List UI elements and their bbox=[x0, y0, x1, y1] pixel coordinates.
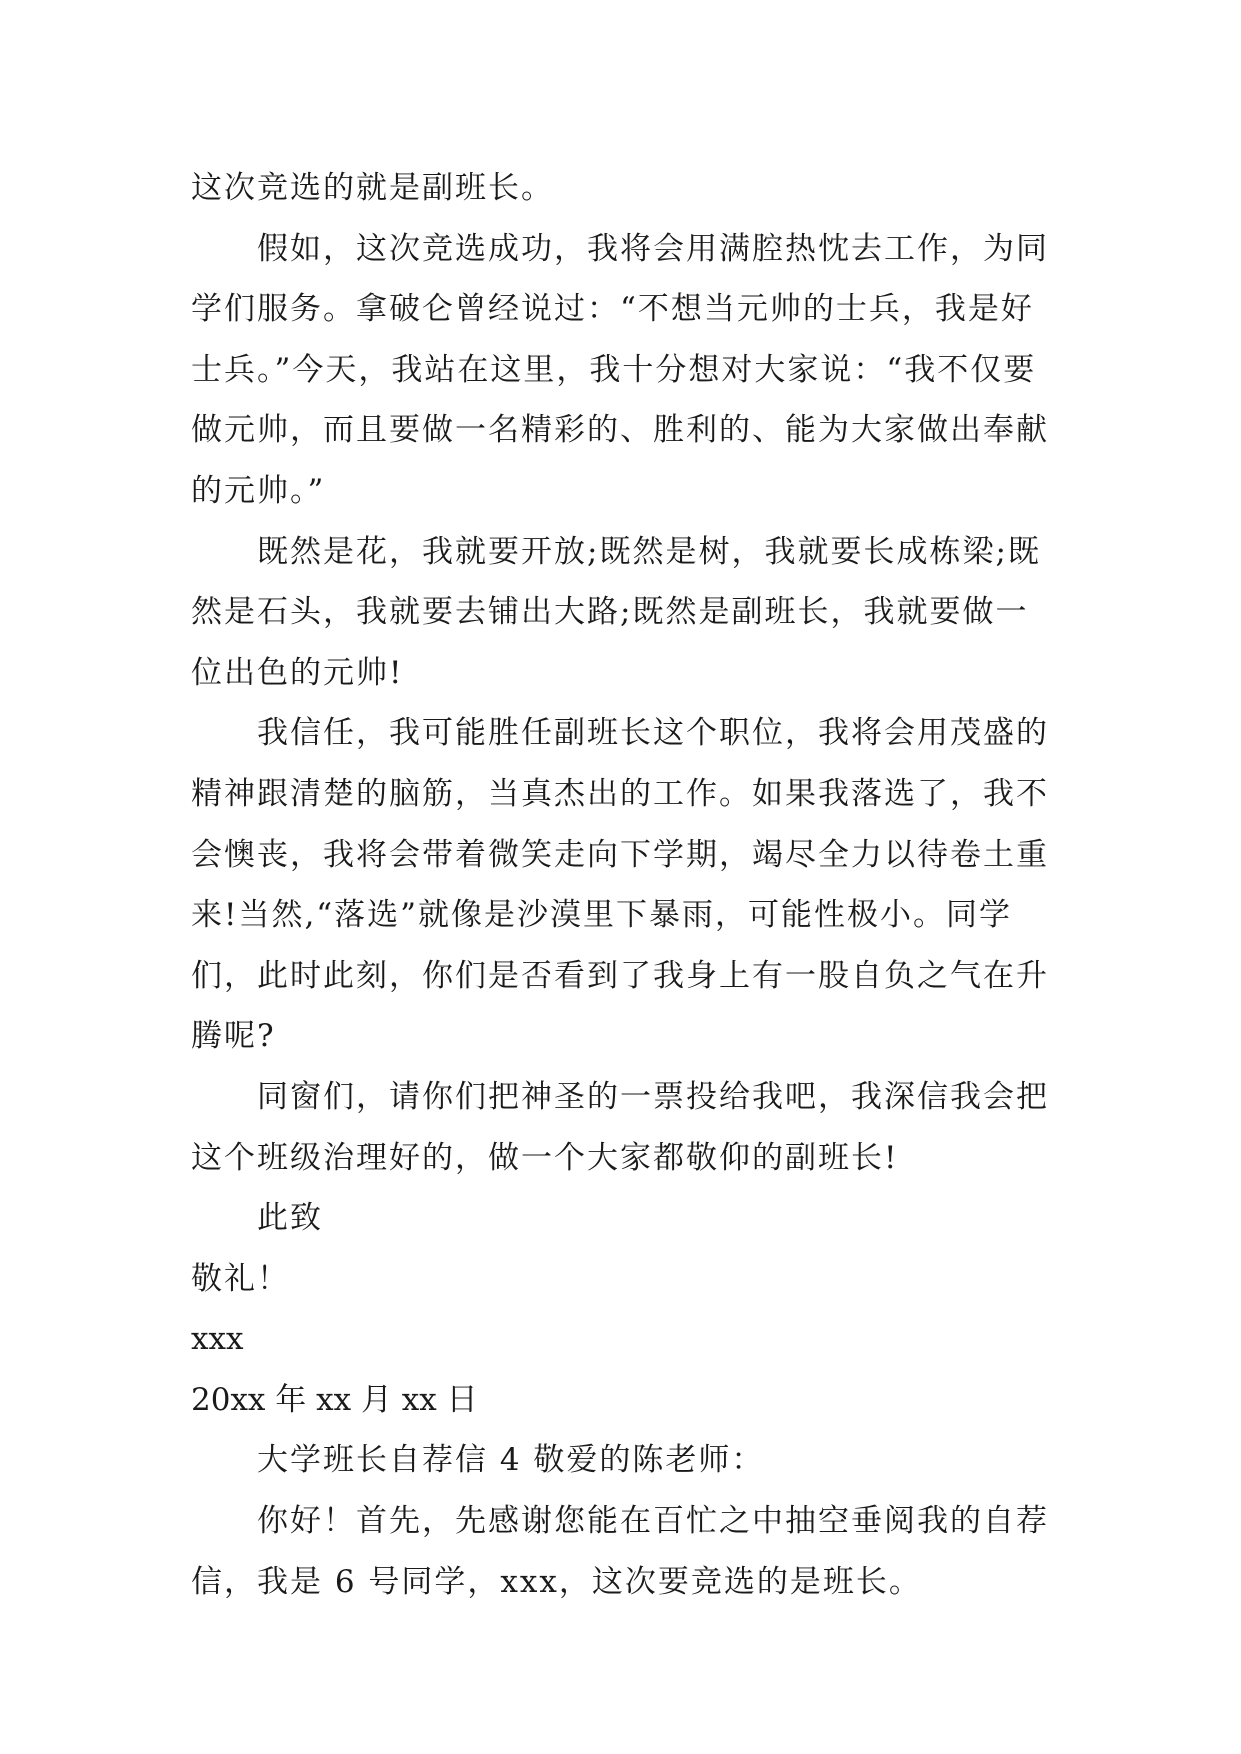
next-letter-title: 大学班长自荐信 4 敬爱的陈老师： bbox=[257, 1442, 765, 1479]
text-line-3: 学们服务。拿破仑曾经说过：“不想当元帅的士兵，我是好 bbox=[191, 291, 1034, 328]
text-line-16: 同窗们，请你们把神圣的一票投给我吧，我深信我会把 bbox=[257, 1078, 1049, 1115]
signature-name: xxx bbox=[191, 1321, 244, 1358]
text-line-17: 这个班级治理好的，做一个大家都敬仰的副班长! bbox=[191, 1139, 899, 1176]
closing-regards: 敬礼！ bbox=[191, 1260, 290, 1297]
text-line-10: 我信任，我可能胜任副班长这个职位，我将会用茂盛的 bbox=[257, 715, 1049, 752]
text-line-11: 精神跟清楚的脑筋，当真杰出的工作。如果我落选了，我不 bbox=[191, 775, 1049, 812]
text-line-13: 来!当然,“落选”就像是沙漠里下暴雨，可能性极小。同学 bbox=[191, 897, 1013, 934]
closing-salutation: 此致 bbox=[257, 1200, 323, 1237]
text-line-7: 既然是花，我就要开放;既然是树，我就要长成栋梁;既 bbox=[257, 533, 1041, 570]
text-line-15: 腾呢? bbox=[191, 1018, 276, 1055]
signature-date: 20xx 年 xx 月 xx 日 bbox=[191, 1381, 478, 1418]
text-line-14: 们，此时此刻，你们是否看到了我身上有一股自负之气在升 bbox=[191, 957, 1049, 994]
text-line-8: 然是石头，我就要去铺出大路;既然是副班长，我就要做一 bbox=[191, 594, 1029, 631]
letter-body bbox=[191, 158, 1057, 1612]
text-line-6: 的元帅。” bbox=[191, 472, 326, 509]
text-line-24: 信，我是 6 号同学，xxx，这次要竞选的是班长。 bbox=[191, 1563, 922, 1600]
text-line-12: 会懊丧，我将会带着微笑走向下学期，竭尽全力以待卷土重 bbox=[191, 836, 1049, 873]
text-line-5: 做元帅，而且要做一名精彩的、胜利的、能为大家做出奉献 bbox=[191, 412, 1049, 449]
text-line-9: 位出色的元帅! bbox=[191, 654, 404, 691]
text-line-2: 假如，这次竞选成功，我将会用满腔热忱去工作，为同 bbox=[257, 230, 1049, 267]
text-line-23: 你好！首先，先感谢您能在百忙之中抽空垂阅我的自荐 bbox=[257, 1503, 1049, 1540]
text-line-4: 士兵。”今天，我站在这里，我十分想对大家说：“我不仅要 bbox=[191, 351, 1037, 388]
text-line-1: 这次竞选的就是副班长。 bbox=[191, 170, 554, 206]
